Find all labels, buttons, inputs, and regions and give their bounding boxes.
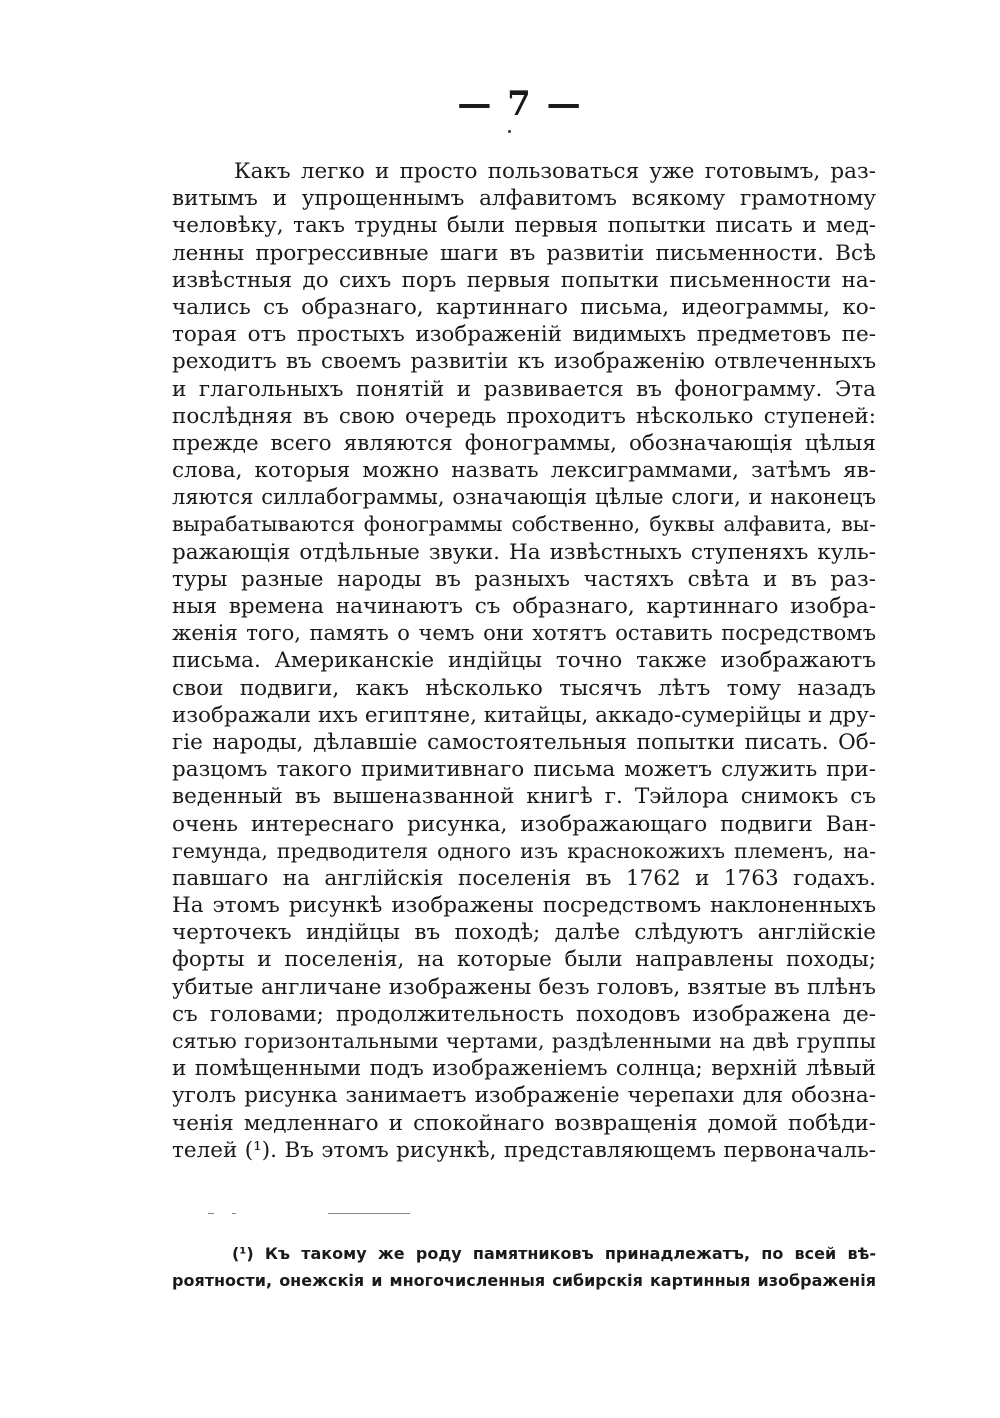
body-line: сятью горизонтальными чертами, раздѣленными на двѣ группы xyxy=(172,1029,876,1053)
body-line: чались съ образнаго, картиннаго письма, идеограммы, ко- xyxy=(172,294,876,320)
body-line: гемунда, предводителя одного изъ краснокожихъ племенъ, на- xyxy=(172,838,876,863)
footnote xyxy=(172,1240,876,1294)
body-line: женія того, память о чемъ они хотятъ оставить посредствомъ xyxy=(172,621,876,646)
body-line: веденный въ вышеназванной книгѣ г. Тэйлора снимокъ съ xyxy=(172,784,876,810)
body-line: витымъ и упрощеннымъ алфавитомъ всякому грамотному xyxy=(172,186,876,212)
body-line: гіе народы, дѣлавшіе самостоятельныя попытки писать. Об- xyxy=(172,729,876,755)
body-line: письма. Американскіе индійцы точно также изображаютъ xyxy=(172,648,876,674)
body-line: убитые англичане изображены безъ головъ, взятые въ плѣнъ xyxy=(172,974,876,1000)
body-line: уголъ рисунка занимаетъ изображеніе черепахи для обозна- xyxy=(172,1083,876,1109)
body-line: На этомъ рисункѣ изображены посредствомъ наклоненныхъ xyxy=(172,893,876,919)
body-line: Какъ легко и просто пользоваться уже готовымъ, раз- xyxy=(234,159,876,184)
body-line: и глагольныхъ понятій и развивается въ фонограмму. Эта xyxy=(172,376,876,402)
body-line: реходитъ въ своемъ развитіи къ изображенію отвлеченныхъ xyxy=(172,349,876,375)
print-speck xyxy=(508,130,511,133)
body-line: человѣку, такъ трудны были первыя попытки писать и мед- xyxy=(172,213,876,239)
footnote-separator xyxy=(208,1213,214,1214)
footnote-line: роятности, онежскія и многочисленныя сибирскія картинныя изображенія xyxy=(172,1271,876,1290)
body-line: телей (¹). Въ этомъ рисункѣ, представляющемъ первоначаль- xyxy=(172,1137,876,1163)
body-line: туры разные народы въ разныхъ частяхъ свѣта и въ раз- xyxy=(172,566,876,592)
body-line: слова, которыя можно назвать лексиграммами, затѣмъ яв- xyxy=(172,458,876,484)
body-line: ченія медленнаго и спокойнаго возвращенія домой побѣди- xyxy=(172,1110,876,1136)
body-line: разцомъ такого примитивнаго письма можетъ служить при- xyxy=(172,757,876,783)
body-line: извѣстныя до сихъ поръ первыя попытки письменности на- xyxy=(172,267,876,293)
body-paragraph xyxy=(172,158,876,1164)
body-line: торая отъ простыхъ изображеній видимыхъ предметовъ пе- xyxy=(172,322,876,348)
body-line: черточекъ индійцы въ походѣ; далѣе слѣдуютъ англійскіе xyxy=(172,920,876,946)
body-line: послѣдняя въ свою очередь проходитъ нѣсколько ступеней: xyxy=(172,403,876,429)
body-line: ленны прогрессивные шаги въ развитіи письменности. Всѣ xyxy=(172,240,876,266)
body-line: очень интереснаго рисунка, изображающаго подвиги Ван- xyxy=(172,811,876,837)
page-number: — 7 — xyxy=(457,84,583,124)
footnote-line: (¹) Къ такому же роду памятниковъ принадлежатъ, по всей вѣ- xyxy=(232,1244,876,1263)
body-line: павшаго на англійскія поселенія въ 1762 и 1763 годахъ. xyxy=(172,865,876,891)
body-line: изображали ихъ египтяне, китайцы, аккадо-сумерійцы и дру- xyxy=(172,702,876,728)
body-line: прежде всего являются фонограммы, обозначающія цѣлыя xyxy=(172,430,876,456)
footnote-separator xyxy=(328,1213,410,1214)
footnote-separator xyxy=(232,1213,236,1214)
body-line: ражающія отдѣльные звуки. На извѣстныхъ ступеняхъ куль- xyxy=(172,539,876,565)
body-line: и помѣщенными подъ изображеніемъ солнца; верхній лѣвый xyxy=(172,1056,876,1082)
body-line: форты и поселенія, на которые были направлены походы; xyxy=(172,947,876,973)
body-line: съ головами; продолжительность походовъ изображена де- xyxy=(172,1001,876,1027)
body-line: вырабатываются фонограммы собственно, буквы алфавита, вы- xyxy=(172,512,876,537)
body-line: свои подвиги, какъ нѣсколько тысячъ лѣтъ тому назадъ xyxy=(172,675,876,701)
body-line: ляются силлабограммы, означающія цѣлые слоги, и наконецъ xyxy=(172,485,876,510)
body-line: ныя времена начинаютъ съ образнаго, картиннаго изобра- xyxy=(172,594,876,619)
